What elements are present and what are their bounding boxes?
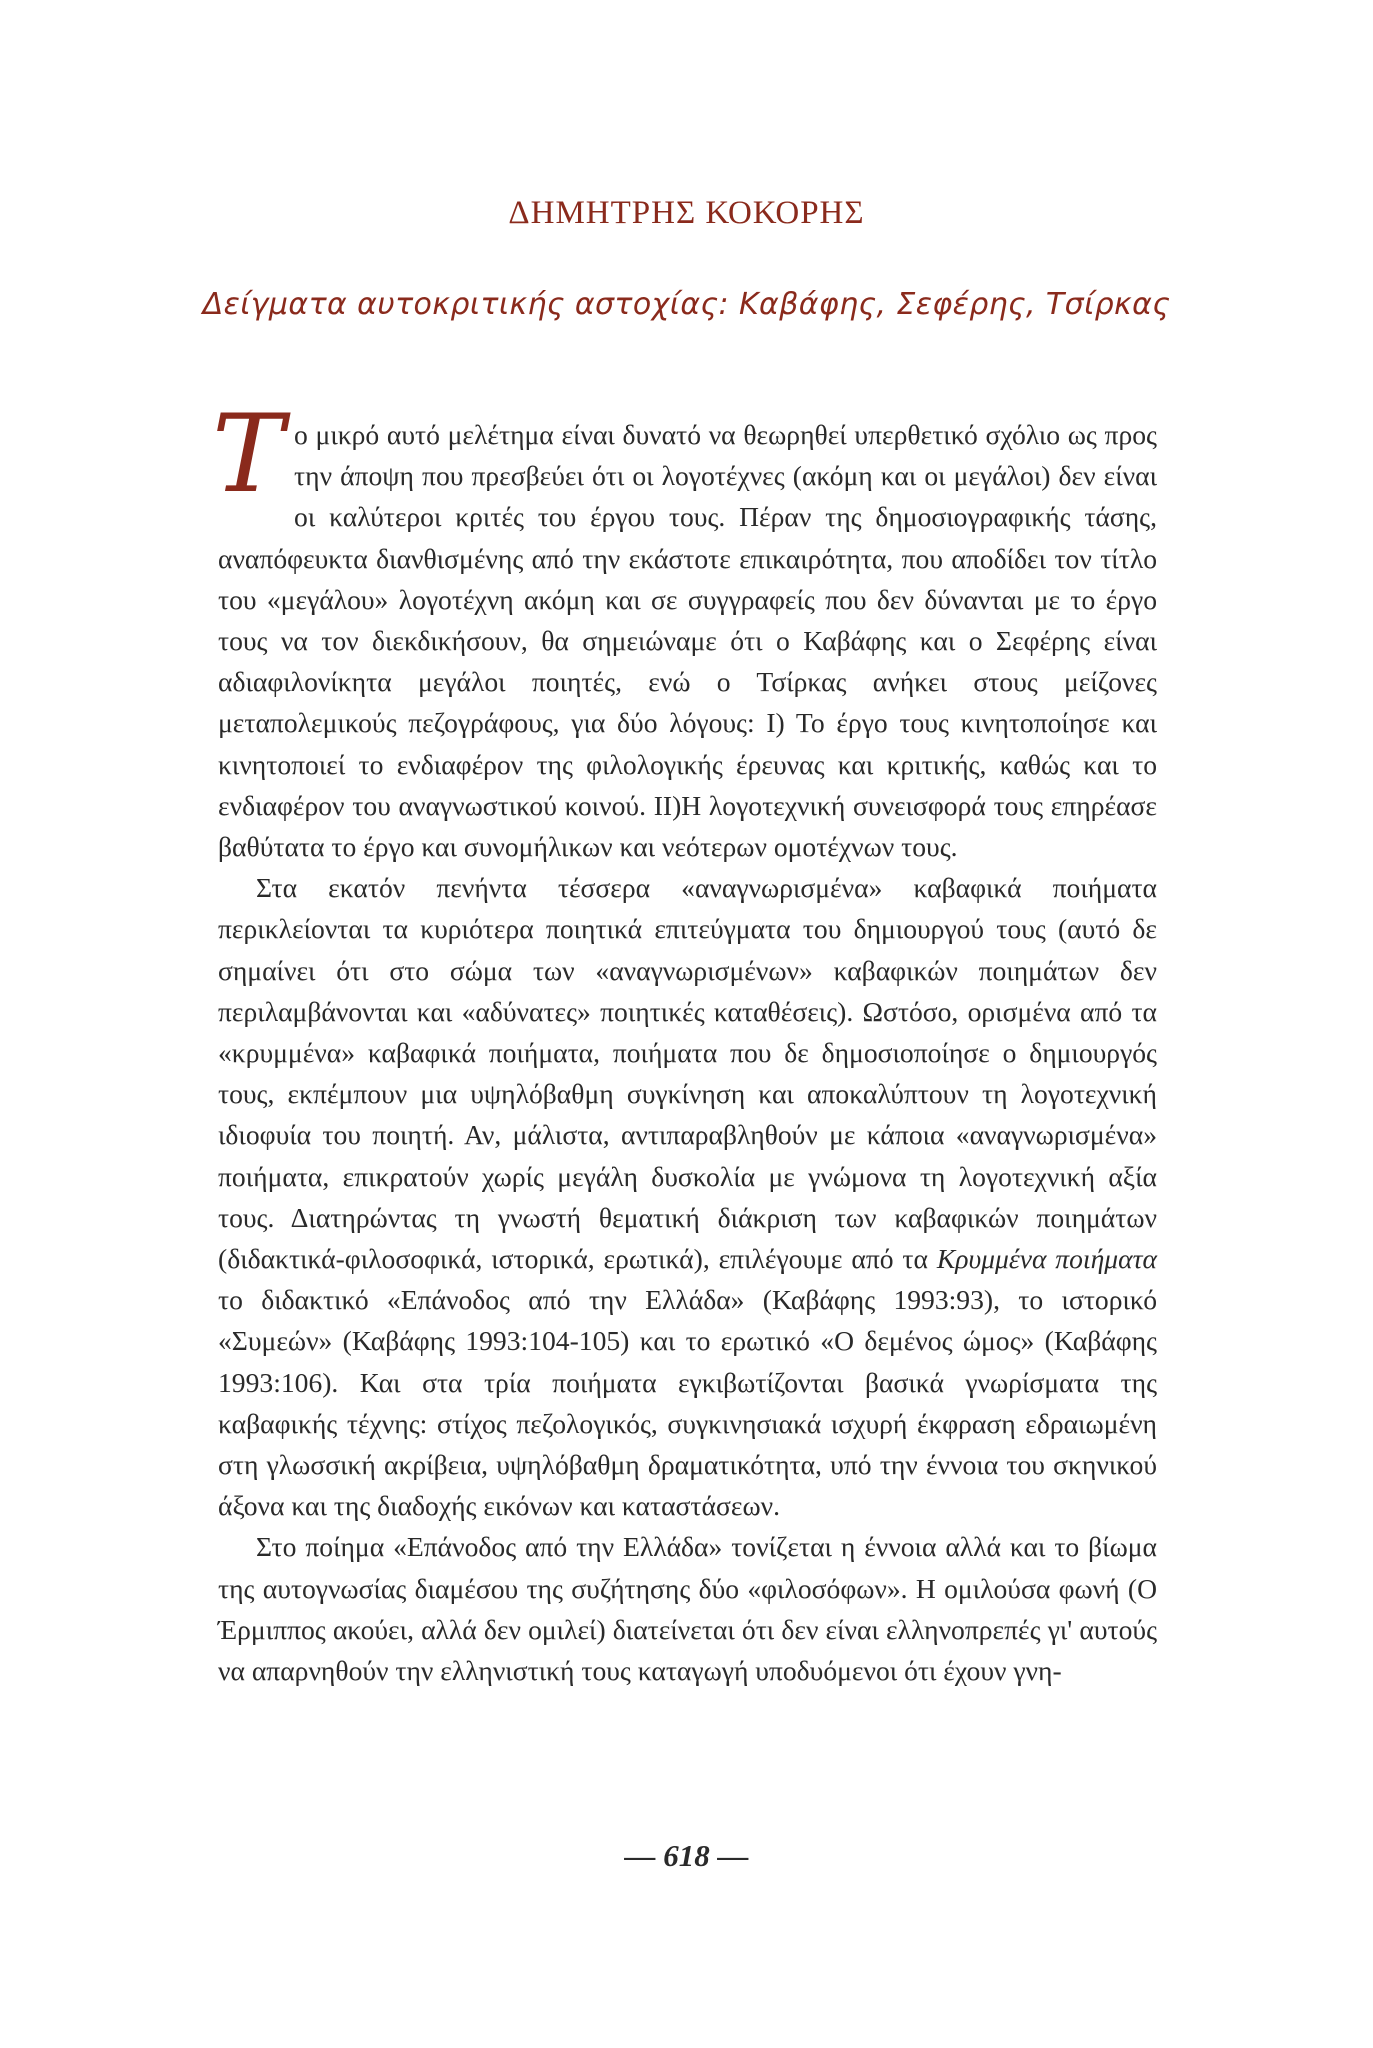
author-name: ΔΗΜΗΤΡΗΣ ΚΟΚΟΡΗΣ: [508, 195, 865, 231]
article-title: Δείγματα αυτοκριτικής αστοχίας: Καβάφης, Σεφέρης, Τσίρκας: [202, 287, 1171, 322]
paragraph-1: [212, 392, 1157, 867]
paragraph-2-text-a: Στα εκατόν πενήντα τέσσερα «αναγνωρισμένα» καβαφικά ποιήματα περικλείονται τα κυριότερα ποιητικά επιτεύγματα του δημιουργού τους (αυτό δε σημαίνει ότι στο σώμα των «αναγνωρισμένων» καβαφικών ποιημάτων δεν περιλαμβάνονται και «αδύνατες» ποιητικές καταθέσεις). Ωστόσο, ορισμένα από τα «κρυμμένα» καβαφικά ποιήματα, ποιήματα που δε δημοσιοποίησε ο δημιουργός τους, εκπέμπουν μια υψηλόβαθμη συγκίνηση και αποκαλύπτουν τη λογοτεχνική ιδιοφυία του ποιητή. Αν, μάλιστα, αντιπαραβληθούν με κάποια «αναγνωρισμένα» ποιήματα, επικρατούν χωρίς μεγάλη δυσκολία με γνώμονα τη λογοτεχνική αξία τους. Διατηρώντας τη γνωστή θεματική διάκριση των καβαφικών ποιημάτων (διδακτικά-φιλοσοφικά, ιστορικά, ερωτικά), επιλέγουμε από τα: [218, 872, 1157, 1275]
page-number: — 618 —: [624, 1838, 749, 1873]
drop-cap: Τ: [212, 392, 285, 517]
paragraph-3: Στο ποίημα «Επάνοδος από την Ελλάδα» τονίζεται η έννοια αλλά και το βίωμα της αυτογνωσίας διαμέσου της συζήτησης δύο «φιλοσόφων». Η ομιλούσα φωνή (Ο Έρμιππος ακούει, αλλά δεν ομιλεί) διατείνεται ότι δεν είναι ελληνοπρεπές γι' αυτούς να απαρνηθούν την ελληνιστική τους καταγωγή υποδυόμενοι ότι έχουν γνη-: [218, 1531, 1157, 1687]
article-body: [212, 392, 1157, 1691]
paragraph-2-text-b: το διδακτικό «Επάνοδος από την Ελλάδα» (Καβάφης 1993:93), το ιστορικό «Συμεών» (Καβάφης 1993:104-105) και το ερωτικό «Ο δεμένος ώμος» (Καβάφης 1993:106). Και στα τρία ποιήματα εγκιβωτίζονται βασικά γνωρίσματα της καβαφικής τέχνης: στίχος πεζολογικός, συγκινησιακά ισχυρή έκφραση εδραιωμένη στη γλωσσική ακρίβεια, υψηλόβαθμη δραματικότητα, υπό την έννοια του σκηνικού άξονα και της διαδοχής εικόνων και καταστάσεων.: [218, 1284, 1157, 1522]
paragraph-1-text: ο μικρό αυτό μελέτημα είναι δυνατό να θεωρηθεί υπερθετικό σχόλιο ως προς την άποψη που πρεσβεύει ότι οι λογοτέχνες (ακόμη και οι μεγάλοι) δεν είναι οι καλύτεροι κριτές του έργου τους. Πέραν της δημοσιογραφικής τάσης, αναπόφευκτα διανθισμένης από την εκάστοτε επικαιρότητα, που αποδίδει τον τίτλο του «μεγάλου» λογοτέχνη ακόμη και σε συγγραφείς που δεν δύνανται με το έργο τους να τον διεκδικήσουν, θα σημειώναμε ότι ο Καβάφης και ο Σεφέρης είναι αδιαφιλονίκητα μεγάλοι ποιητές, ενώ ο Τσίρκας ανήκει στους μείζονες μεταπολεμικούς πεζογράφους, για δύο λόγους: Ι) Το έργο τους κινητοποίησε και κινητοποιεί το ενδιαφέρον της φιλολογικής έρευνας και κριτικής, καθώς και το ενδιαφέρον του αναγνωστικού κοινού. ΙΙ)Η λογοτεχνική συνεισφορά τους επηρέασε βαθύτατα το έργο και συνομήλικων και νεότερων ομοτέχνων τους.: [218, 419, 1157, 863]
paragraph-2-italic-title: Κρυμμένα ποιήματα: [936, 1243, 1157, 1275]
paragraph-2: [218, 867, 1157, 1526]
